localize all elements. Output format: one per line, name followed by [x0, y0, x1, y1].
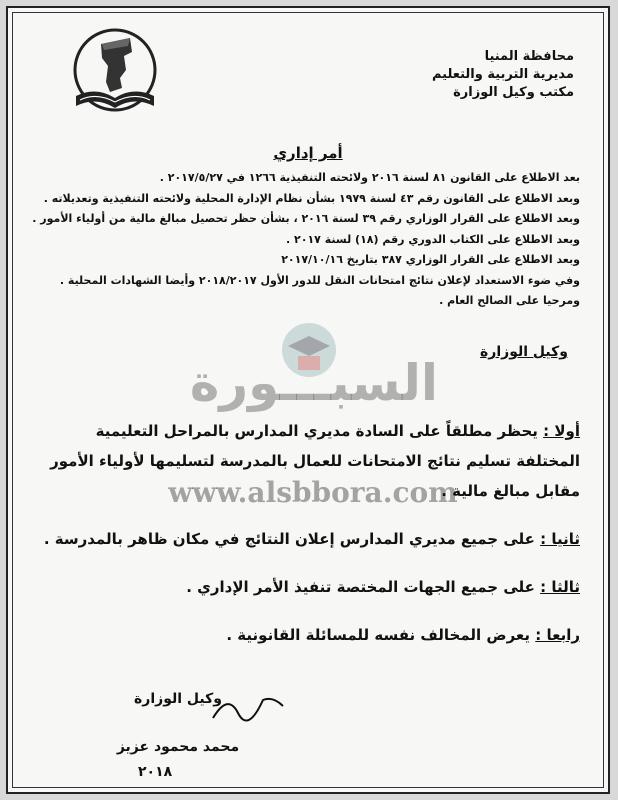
preamble-line: بعد الاطلاع على القانون ٨١ لسنة ٢٠١٦ ولائحته التنفيذية ١٢٦٦ في ٢٠١٧/٥/٢٧ .: [159, 171, 580, 184]
item-text: يعرض المخالف نفسه للمسائلة القانونية .: [226, 626, 531, 644]
letterhead: [432, 48, 574, 102]
watermark-url: www.alsbbora.com: [168, 476, 458, 509]
document-page: [6, 6, 610, 794]
signatory-name: محمد محمود عزيز: [116, 739, 240, 755]
nefertiti-book-logo: [66, 22, 164, 122]
item-label: ثانيا :: [540, 530, 580, 548]
directorate-line: مديرية التربية والتعليم: [431, 67, 574, 82]
order-item-3: [38, 572, 580, 602]
order-item-1: [38, 416, 580, 506]
order-item-4: [38, 620, 580, 650]
signature-date: ٢٠١٨: [138, 764, 173, 780]
item-text: على جميع مديري المدارس إعلان النتائج في مكان ظاهر بالمدرسة .: [43, 530, 535, 548]
undersecretary-heading: وكيل الوزارة: [480, 344, 568, 360]
office-line: مكتب وكيل الوزارة: [453, 85, 574, 100]
item-label: ثالثا :: [540, 578, 580, 596]
handwritten-signature: [208, 688, 288, 728]
item-text: يحظر مطلقاً على السادة مديري المدارس بالمراحل التعليمية المختلفة تسليم نتائج الامتحانات للعمال بالمدرسة لتسليمها لأولياء الأمور مقابل مبالغ مالية .: [50, 422, 580, 500]
item-label: أولا :: [543, 422, 580, 440]
item-text: على جميع الجهات المختصة تنفيذ الأمر الإداري .: [186, 578, 535, 596]
watermark-brand: السبـــورة: [189, 354, 438, 412]
preamble-line: وبعد الاطلاع على الكتاب الدوري رقم (١٨) لسنة ٢٠١٧ .: [286, 232, 580, 246]
order-body: [38, 416, 580, 668]
preamble-line: وبعد الاطلاع على القانون رقم ٤٣ لسنة ١٩٧٩ بشأن نظام الإدارة المحلية ولائحته التنفيذية وتعديلاته .: [43, 191, 580, 205]
preamble-line: وبعد الاطلاع على القرار الوزاري رقم ٣٩ لسنة ٢٠١٦ ، بشأن حظر تحصيل مبالغ مالية من أولياء الأمور .: [32, 212, 580, 225]
governorate-line: محافظة المنيا: [484, 49, 574, 64]
preamble-line: وبعد الاطلاع على القرار الوزاري ٣٨٧ بتاريخ ٢٠١٧/١٠/١٦: [281, 253, 580, 266]
signature-title: وكيل الوزارة: [134, 691, 222, 707]
preamble-line: وفي ضوء الاستعداد لإعلان نتائج امتحانات النقل للدور الأول ٢٠١٨/٢٠١٧ وأيضا الشهادات المحلية .: [59, 273, 580, 287]
item-label: رابعا :: [535, 626, 580, 644]
preamble-list: [32, 168, 580, 312]
order-item-2: [38, 524, 580, 554]
document-title: أمر إداري: [273, 144, 343, 162]
preamble-line: ومرحيا على الصالح العام .: [439, 294, 580, 307]
